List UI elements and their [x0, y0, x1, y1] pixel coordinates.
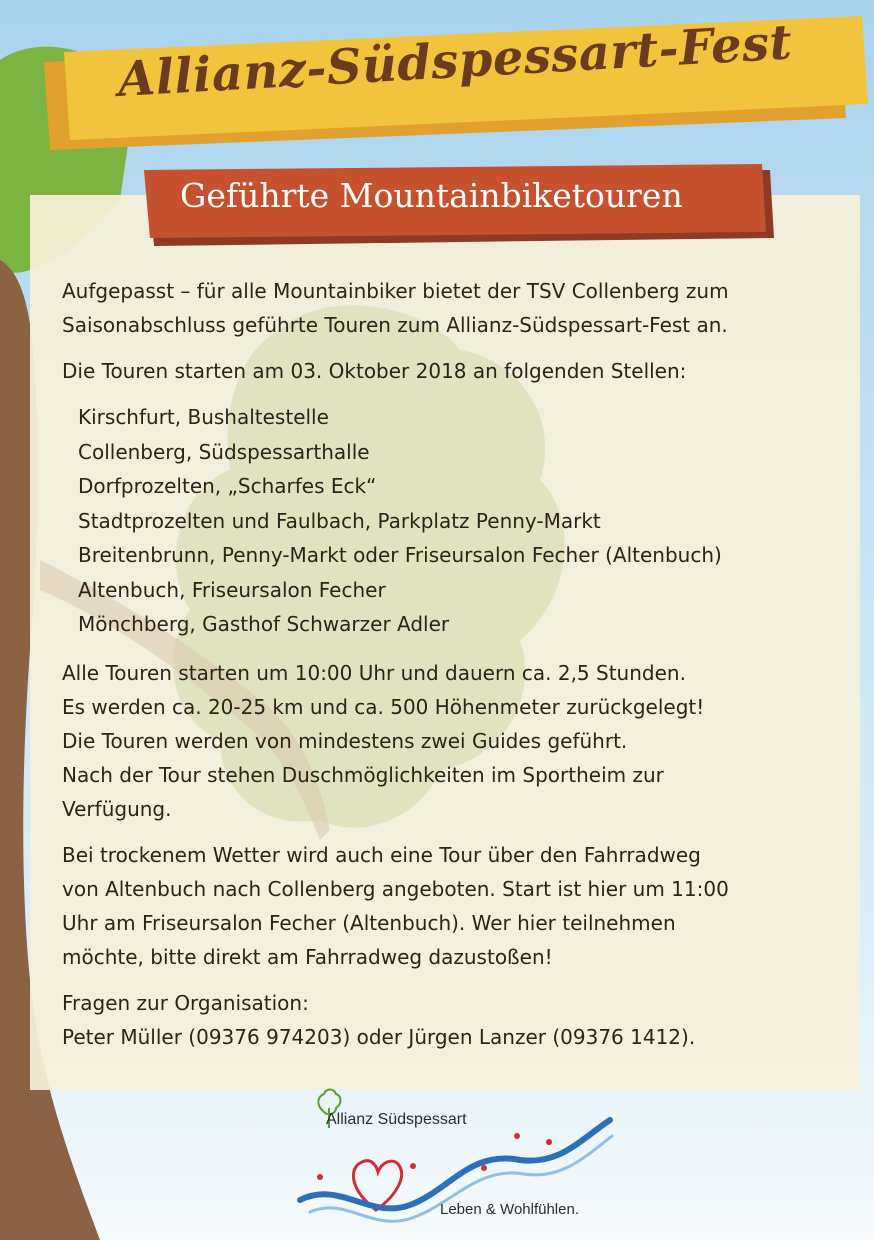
contact-heading: Fragen zur Organisation:: [62, 990, 309, 1015]
weather-line: Uhr am Friseursalon Fecher (Altenbuch). Wer hier teilnehmen: [62, 910, 676, 935]
location-item: Breitenbrunn, Penny-Markt oder Friseursalon Fecher (Altenbuch): [78, 543, 722, 567]
location-item: Altenbuch, Friseursalon Fecher: [78, 577, 386, 602]
details-paragraph: [62, 656, 852, 826]
details-line: Alle Touren starten um 10:00 Uhr und dauern ca. 2,5 Stunden.: [62, 660, 686, 685]
weather-line: Bei trockenem Wetter wird auch eine Tour über den Fahrradweg: [62, 842, 701, 867]
details-line: Es werden ca. 20-25 km und ca. 500 Höhenmeter zurückgelegt!: [62, 694, 705, 719]
location-item: Dorfprozelten, „Scharfes Eck“: [78, 474, 377, 498]
location-item: Mönchberg, Gasthof Schwarzer Adler: [78, 612, 450, 636]
location-list: [78, 400, 852, 642]
start-info-line: Die Touren starten am 03. Oktober 2018 an folgenden Stellen:: [62, 359, 687, 383]
location-item: Kirschfurt, Bushaltestelle: [78, 405, 329, 429]
logo-tagline: Leben & Wohlfühlen.: [440, 1201, 579, 1218]
content-body: [62, 274, 852, 1066]
intro-line: Saisonabschluss geführte Touren zum Allianz-Südspessart-Fest an.: [62, 313, 728, 337]
weather-line: von Altenbuch nach Collenberg angeboten. Start ist hier um 11:00: [62, 876, 729, 901]
intro-paragraph: [62, 274, 852, 342]
start-info: [62, 354, 852, 388]
contact-paragraph: [62, 986, 852, 1054]
weather-paragraph: [62, 838, 852, 974]
weather-line: möchte, bitte direkt am Fahrradweg dazustoßen!: [62, 944, 553, 969]
location-item: Stadtprozelten und Faulbach, Parkplatz Penny-Markt: [78, 508, 601, 533]
page-title: Allianz-Südspessart-Fest: [116, 14, 794, 108]
intro-line: Aufgepasst – für alle Mountainbiker bietet der TSV Collenberg zum: [62, 279, 729, 303]
details-line: Verfügung.: [62, 796, 172, 821]
details-line: Nach der Tour stehen Duschmöglichkeiten im Sportheim zur: [62, 762, 664, 787]
page-subtitle: Geführte Mountainbiketouren: [180, 176, 683, 215]
location-item: Collenberg, Südspessarthalle: [78, 439, 370, 464]
logo-name: Allianz Südspessart: [326, 1111, 467, 1128]
contact-line: Peter Müller (09376 974203) oder Jürgen Lanzer (09376 1412).: [62, 1024, 696, 1049]
details-line: Die Touren werden von mindestens zwei Guides geführt.: [62, 728, 628, 753]
